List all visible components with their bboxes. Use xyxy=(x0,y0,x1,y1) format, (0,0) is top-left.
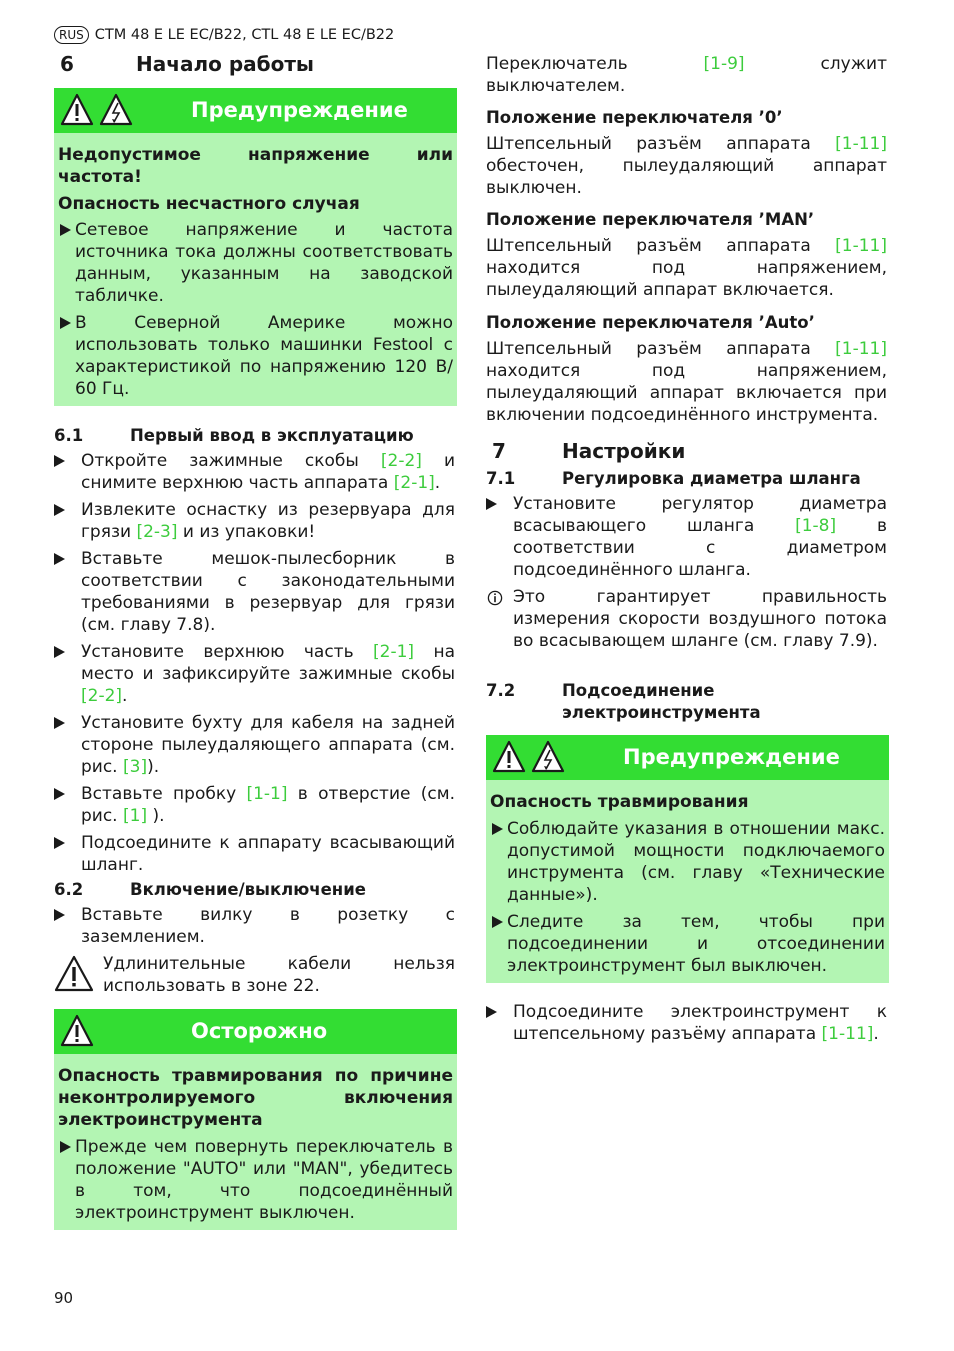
subsection-7-1-heading: 7.1 Регулировка диаметра шланга xyxy=(486,469,861,488)
model-title: CTM 48 E LE EC/B22, CTL 48 E LE EC/B22 xyxy=(94,27,395,43)
warning-title: Предупреждение xyxy=(191,98,408,122)
section-7-heading: 7 Настройки xyxy=(492,439,686,463)
warning-title: Предупреждение xyxy=(623,745,840,769)
warning-box xyxy=(54,88,457,406)
subsection-7-2-heading: 7.2 Подсоединение электроинструмента xyxy=(486,681,761,722)
warning-bar xyxy=(486,735,889,780)
page-header xyxy=(54,25,394,45)
list-item: Установите бухту для кабеля на задней стороне пылеудаляющего аппарата (см. рис. [3]). xyxy=(54,712,455,778)
subsection-6-1-heading: 6.1 Первый ввод в эксплуатацию xyxy=(54,426,414,445)
posman-heading: Положение переключателя ’MAN’ xyxy=(486,210,815,229)
warning-item: В Северной Америке можно использовать только машинки Festool с характеристикой по напряжению 120 В/ 60 Гц. xyxy=(58,312,453,400)
list-item: Вставьте пробку [1-1] в отверстие (см. рис. [1] ). xyxy=(54,783,455,827)
warning-item: Соблюдайте указания в отношении макс. допустимой мощности подключаемого инструмента (см. главу «Технические данные»). xyxy=(490,818,885,906)
warning-triangle-icon xyxy=(492,740,526,774)
list-item: Извлеките оснастку из резервуара для грязи [2-3] и из упаковки! xyxy=(54,499,455,543)
pos0-text: Штепсельный разъём аппарата [1-11] обесточен, пылеудаляющий аппарат выключен. xyxy=(486,134,887,198)
list-item: Вставьте мешок-пылесборник в соответствии с законодательными требованиями в резервуар для грязи (см. главу 7.8). xyxy=(54,548,455,636)
warning-item: Сетевое напряжение и частота источника тока должны соответствовать данным, указанным на заводской табличке. xyxy=(58,219,453,307)
posman-text: Штепсельный разъём аппарата [1-11] находится под напряжением, пылеудаляющий аппарат включается. xyxy=(486,236,887,300)
caution-title: Осторожно xyxy=(191,1019,328,1043)
note-text: Удлинительные кабели нельзя использовать в зоне 22. xyxy=(103,954,455,996)
info-icon xyxy=(487,590,503,606)
switch-intro: Переключатель [1-9] служит выключателем. xyxy=(486,54,887,96)
pos0-heading: Положение переключателя ’0’ xyxy=(486,108,783,127)
section-number: 6 xyxy=(60,52,74,76)
warning-triangle-icon xyxy=(60,1014,94,1048)
caution-item: Прежде чем повернуть переключатель в положение "AUTO" или "MAN", убедитесь в том, что подсоединённый электроинструмент выключен. xyxy=(58,1136,453,1224)
caution-bar xyxy=(54,1009,457,1054)
list-item: Вставьте вилку в розетку с заземлением. xyxy=(54,904,455,948)
list-6-1 xyxy=(54,450,455,876)
section-title: Начало работы xyxy=(136,52,315,76)
list-item: Установите верхнюю часть [2-1] на место и зафиксируйте зажимные скобы [2-2]. xyxy=(54,641,455,707)
warning-triangle-icon xyxy=(60,93,94,127)
subsection-6-2-heading: 6.2 Включение/выключение xyxy=(54,880,366,899)
page-number: 90 xyxy=(54,1289,74,1307)
list-item: Откройте зажимные скобы [2-2] и снимите верхнюю часть аппарата [2-1]. xyxy=(54,450,455,494)
section-6-heading xyxy=(60,53,314,75)
list-item: Подсоедините к аппарату всасывающий шланг. xyxy=(54,832,455,876)
posauto-text: Штепсельный разъём аппарата [1-11] находится под напряжением, пылеудаляющий аппарат включается при включении подсоединённого инструмента. xyxy=(486,339,887,425)
warning-bar xyxy=(54,88,457,133)
caution-subtitle: Опасность травмирования по причине неконтролируемого включения электроинструмента xyxy=(58,1066,453,1130)
list-item: Подсоедините электроинструмент к штепсельному разъёму аппарата [1-11]. xyxy=(486,1001,887,1045)
warning-item: Следите за тем, чтобы при подсоединении и отсоединении электроинструмент был выключен. xyxy=(490,911,885,977)
language-badge: RUS xyxy=(54,26,89,44)
warning-subtitle: Опасность несчастного случая xyxy=(58,194,360,214)
warning-subtitle: Опасность травмирования xyxy=(490,792,749,812)
info-text: Это гарантирует правильность измерения скорости воздушного потока во всасывающем шланге (см. главу 7.9). xyxy=(513,587,887,651)
caution-box xyxy=(54,1009,457,1230)
list-item: Установите регулятор диаметра всасывающего шланга [1-8] в соответствии с диаметром подсоединённого шланга. xyxy=(486,493,887,581)
warning-subtitle: Недопустимое напряжение или частота! xyxy=(58,145,453,187)
warning-box xyxy=(486,735,889,983)
electric-hazard-icon xyxy=(531,740,565,774)
warning-triangle-icon xyxy=(54,955,94,993)
posauto-heading: Положение переключателя ’Auto’ xyxy=(486,313,815,332)
electric-hazard-icon xyxy=(99,93,133,127)
